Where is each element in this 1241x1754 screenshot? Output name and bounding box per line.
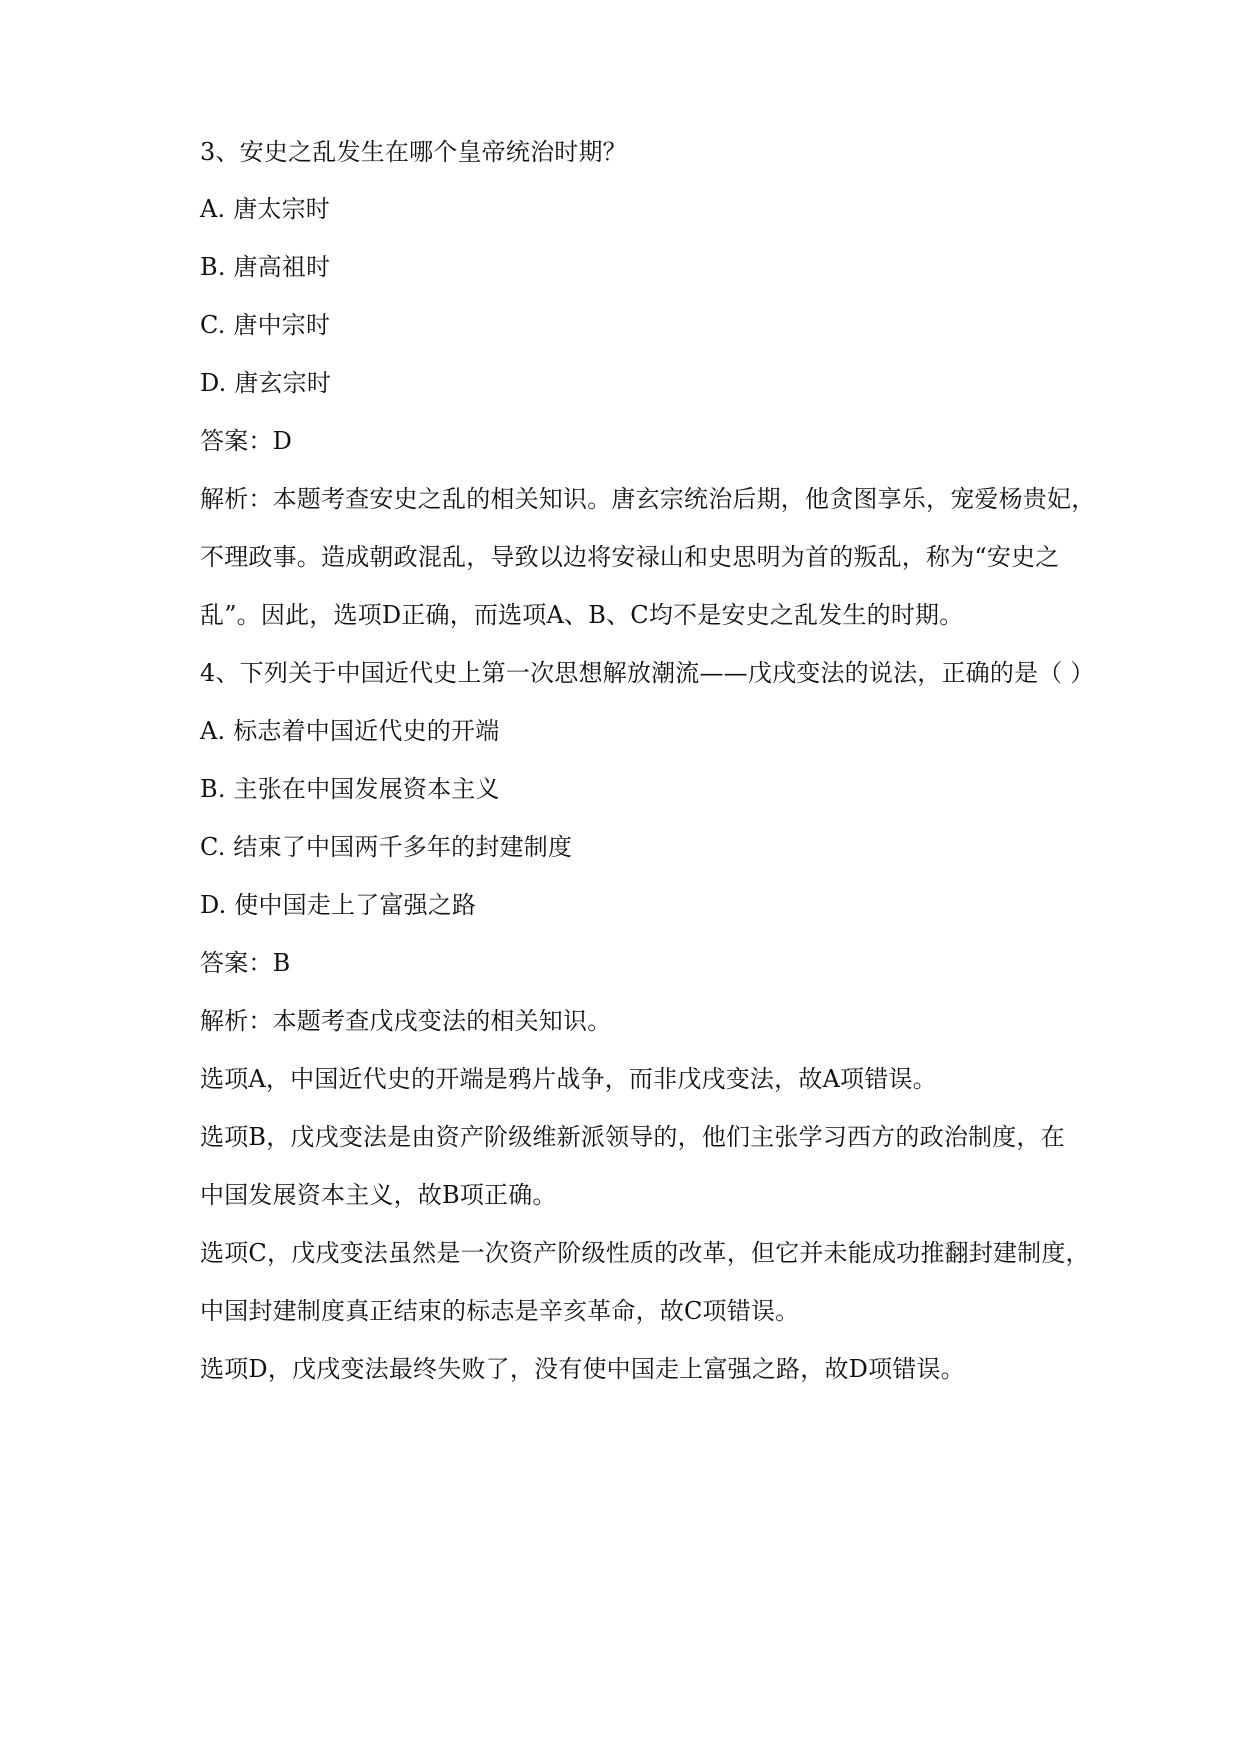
question-4-analysis-line-5: 选项C，戊戌变法虽然是一次资产阶级性质的改革，但它并未能成功推翻封建制度， — [200, 1239, 1090, 1267]
question-4-stem: 4、下列关于中国近代史上第一次思想解放潮流——戊戌变法的说法，正确的是（ ） — [200, 659, 1095, 687]
question-3-analysis-line-3: 乱”。因此，选项D正确，而选项A、B、C均不是安史之乱发生的时期。 — [200, 601, 964, 629]
question-3-analysis-line-1: 解析：本题考查安史之乱的相关知识。唐玄宗统治后期，他贪图享乐，宠爱杨贵妃， — [200, 485, 1096, 513]
question-4-analysis-line-3: 选项B，戊戌变法是由资产阶级维新派领导的，他们主张学习西方的政治制度，在 — [200, 1123, 1065, 1151]
question-3-analysis-line-2: 不理政事。造成朝政混乱，导致以边将安禄山和史思明为首的叛乱，称为“安史之 — [200, 543, 1060, 571]
question-4-answer: 答案：B — [200, 949, 291, 977]
question-3-option-b: B. 唐高祖时 — [200, 253, 331, 281]
question-4-analysis-line-1: 解析：本题考查戊戌变法的相关知识。 — [200, 1007, 612, 1035]
question-3-answer: 答案：D — [200, 427, 293, 455]
question-4-analysis-line-2: 选项A，中国近代史的开端是鸦片战争，而非戊戌变法，故A项错误。 — [200, 1065, 937, 1093]
question-3-option-d: D. 唐玄宗时 — [200, 369, 332, 397]
question-4-analysis-line-7: 选项D，戊戌变法最终失败了，没有使中国走上富强之路，故D项错误。 — [200, 1355, 965, 1383]
question-4-option-c: C. 结束了中国两千多年的封建制度 — [200, 833, 573, 861]
question-4-option-a: A. 标志着中国近代史的开端 — [200, 717, 500, 745]
question-4-option-b: B. 主张在中国发展资本主义 — [200, 775, 500, 803]
question-3-option-c: C. 唐中宗时 — [200, 311, 331, 339]
question-3-stem: 3、安史之乱发生在哪个皇帝统治时期？ — [200, 138, 627, 166]
question-4-option-d: D. 使中国走上了富强之路 — [200, 891, 477, 919]
question-4-analysis-line-4: 中国发展资本主义，故B项正确。 — [200, 1181, 557, 1209]
question-4-analysis-line-6: 中国封建制度真正结束的标志是辛亥革命，故C项错误。 — [200, 1297, 800, 1325]
question-3-option-a: A. 唐太宗时 — [200, 195, 330, 223]
